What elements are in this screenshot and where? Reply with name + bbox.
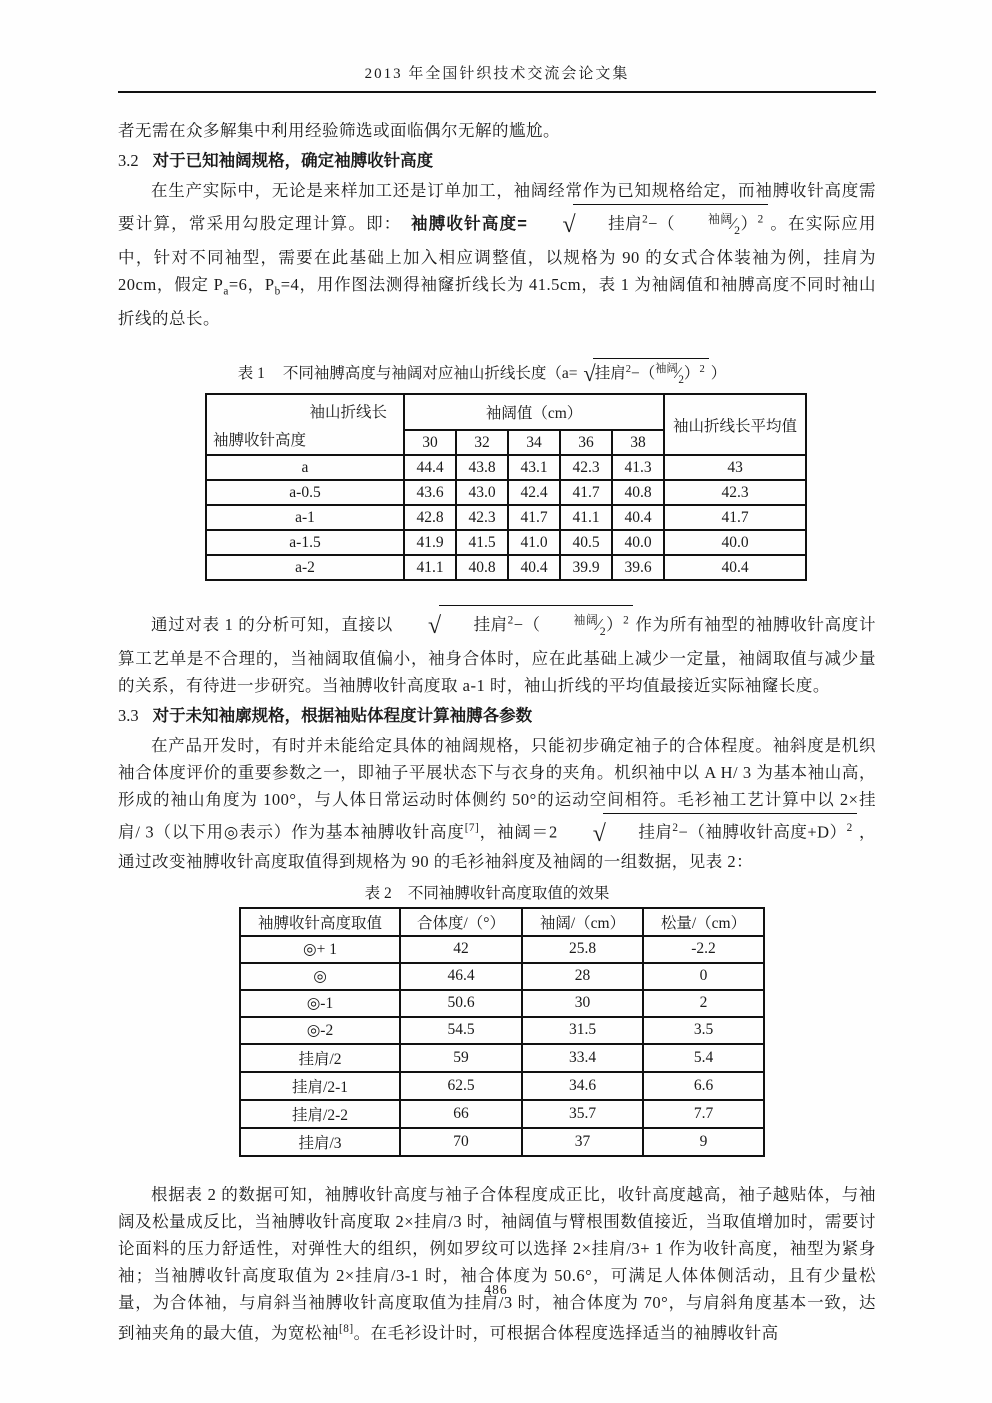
table1-caption-text: 不同袖膊高度与袖阔对应袖山折线长度（a= (282, 365, 582, 383)
table1-col-header: 32 (456, 430, 508, 455)
fraction-numerator: 袖阔 (573, 613, 599, 628)
table-cell: 40.8 (456, 555, 508, 580)
formula-exponent: 2 (625, 364, 632, 376)
table1-caption (118, 358, 876, 387)
paragraph-text: 者无需在众多解集中利用经验筛选或面临偶尔无解的尴尬。 (118, 121, 560, 140)
row-label-cell: ◎-1 (240, 990, 400, 1017)
fraction-denominator: 2 (734, 223, 741, 237)
formula-exponent: 2 (757, 213, 764, 226)
table-cell: 62.5 (400, 1072, 522, 1100)
table-cell: 59 (400, 1044, 522, 1072)
fraction-numerator: 袖阔 (655, 363, 678, 376)
table-cell: 43.6 (404, 480, 456, 505)
table-cell: 40.5 (560, 530, 612, 555)
table-cell: 42 (400, 936, 522, 963)
formula-exponent: 2 (507, 614, 514, 627)
table-cell: 37 (522, 1128, 643, 1156)
section-number: 3.2 (118, 151, 139, 170)
table1-body (206, 455, 806, 580)
table2-caption-label: 表 2 (364, 884, 392, 902)
section-32-paragraph (118, 177, 876, 332)
header-rule (118, 91, 876, 93)
table1-group-header: 袖阔值（cm） (404, 394, 664, 430)
table-cell: 41.3 (612, 455, 664, 480)
page-content (118, 62, 876, 1346)
table-cell: 6.6 (643, 1072, 764, 1100)
table-cell: 30 (522, 990, 643, 1017)
formula-exponent: 2 (672, 822, 679, 835)
sqrt-expression (529, 204, 767, 244)
row-average-cell: 43 (664, 455, 806, 480)
table2-col-header: 袖阔/（cm） (522, 908, 643, 936)
paragraph-text: =4，用作图法测得袖窿折线长为 41.5cm，表 1 为袖阔值和袖膊高度不同时袖山折线的总长。 (118, 275, 876, 329)
paragraph-text: ，袖阔＝2 (479, 822, 558, 842)
formula-base: 挂肩 (594, 365, 626, 383)
row-label-cell: 挂肩/2 (240, 1044, 400, 1072)
table-row (206, 530, 806, 555)
table-cell: 66 (400, 1100, 522, 1128)
table-row (206, 505, 806, 530)
table-cell: 39.6 (612, 555, 664, 580)
radical-sign-icon: √ (592, 820, 607, 847)
conclusion-paragraph (118, 1181, 876, 1347)
table-row (240, 1017, 764, 1044)
table2-body (240, 936, 764, 1156)
radical-sign-icon: √ (562, 212, 577, 238)
table2-header-row (240, 908, 764, 936)
table-cell: 41.0 (508, 530, 560, 555)
section-33-heading (118, 702, 876, 730)
running-head: 2013 年全国针织技术交流会论文集 (364, 66, 630, 82)
fraction-numerator: 袖阔 (707, 212, 733, 226)
formula-close: ） (740, 214, 758, 233)
row-label-cell: a-2 (206, 555, 404, 580)
formula-close: ） (683, 365, 700, 383)
page-number: 486 (484, 1282, 508, 1297)
table-cell: 43.1 (508, 455, 560, 480)
table-row (206, 555, 806, 580)
table-cell: 41.7 (508, 505, 560, 530)
table1 (205, 393, 807, 581)
section-33-paragraph (118, 732, 876, 875)
fraction (541, 607, 607, 645)
table-row (240, 990, 764, 1017)
sqrt-expression (583, 358, 708, 387)
formula-close: ） (829, 822, 847, 842)
fraction-denominator: 2 (678, 374, 684, 387)
formula-exponent: 2 (846, 822, 853, 835)
subscript-b: b (274, 285, 281, 298)
row-label-cell: 挂肩/3 (240, 1128, 400, 1156)
section-title: 对于已知袖阔规格，确定袖膊收针高度 (152, 152, 434, 170)
table-cell: 33.4 (522, 1044, 643, 1072)
section-number: 3.3 (118, 706, 139, 726)
row-average-cell: 40.0 (664, 530, 806, 555)
table-row (240, 1072, 764, 1100)
table-row (240, 936, 764, 963)
paragraph-text: 。在毛衫设计时，可根据合体程度选择适当的袖膊收针高 (353, 1323, 779, 1343)
row-label-cell: a-0.5 (206, 480, 404, 505)
table1-corner-cell (206, 394, 404, 455)
row-label-cell: 挂肩/2-2 (240, 1100, 400, 1128)
table1-group-header-row (206, 394, 806, 430)
formula-base: 挂肩 (608, 214, 643, 233)
table-cell: -2.2 (643, 936, 764, 963)
table-cell: 2 (643, 990, 764, 1017)
table-cell: 39.9 (560, 555, 612, 580)
formula-operator: −（ (648, 214, 675, 233)
table-cell: 42.8 (404, 505, 456, 530)
table2-col-header: 合体度/（°） (400, 908, 522, 936)
table-cell: 42.3 (456, 505, 508, 530)
fraction-slash: ⁄ (597, 615, 601, 635)
formula-exponent: 2 (623, 614, 630, 627)
fraction-denominator: 2 (599, 624, 607, 639)
row-label-cell: ◎+ 1 (240, 936, 400, 963)
table-cell: 41.7 (560, 480, 612, 505)
table-cell: 42.4 (508, 480, 560, 505)
table1-caption-label: 表 1 (237, 365, 265, 383)
table-cell: 41.1 (404, 555, 456, 580)
table1-col-header: 30 (404, 430, 456, 455)
formula-operator: −（ (631, 365, 656, 383)
formula-lhs: 袖膊收针高度= (410, 215, 528, 233)
fraction (655, 360, 684, 386)
paragraph-text: 。在实际应用中，针对不同袖型，需要在此基础上加入相应调整值，以规格为 90 的女式合体装袖为例，挂肩为 20cm，假定 P (118, 214, 877, 294)
row-average-cell: 40.4 (664, 555, 806, 580)
reference-7: [7] (464, 822, 480, 835)
paragraph-text: 作为所有袖型的袖膊收针高度计算工艺单是不合理的，当袖阔取值偏小，袖身合体时，应在此基础上减少一定量，袖阔取值与减少量的关系，有待进一步研究。当袖膊收针高度取 a-1 时，袖山折线的平均值最接近实际袖窿长度。 (118, 615, 877, 696)
table-row (240, 1100, 764, 1128)
row-label-cell: ◎ (240, 963, 400, 990)
table-cell: 40.0 (612, 530, 664, 555)
sqrt-expression (560, 813, 857, 848)
formula-base: 挂肩 (473, 615, 508, 635)
formula-base: 挂肩 (638, 822, 673, 842)
table-cell: 3.5 (643, 1017, 764, 1044)
row-label-cell: a-1.5 (206, 530, 404, 555)
formula-operator: −（ (678, 822, 706, 842)
paragraph-text: 在生产实际中，无论是来样加工还是订单加工，袖阔经常作为已知规格给定，而袖膊收针高度需要计算，常采用勾股定理计算。即： (118, 181, 876, 233)
table1-col-header: 38 (612, 430, 664, 455)
reference-8: [8] (339, 1322, 354, 1335)
table-cell: 40.4 (612, 505, 664, 530)
paragraph-text: =6，P (228, 275, 275, 294)
row-average-cell: 41.7 (664, 505, 806, 530)
table-cell: 5.4 (643, 1044, 764, 1072)
table-cell: 41.9 (404, 530, 456, 555)
table-cell: 34.6 (522, 1072, 643, 1100)
row-label-cell: 挂肩/2-1 (240, 1072, 400, 1100)
table2-caption-text: 不同袖膊收针高度取值的效果 (407, 884, 610, 902)
formula-inner: 袖膊收针高度+D (705, 822, 830, 842)
table-cell: 9 (643, 1128, 764, 1156)
table-cell: 40.4 (508, 555, 560, 580)
row-label-cell: a-1 (206, 505, 404, 530)
radical-sign-icon: √ (583, 361, 596, 387)
fraction-slash: ⁄ (731, 214, 736, 233)
table-cell: 28 (522, 963, 643, 990)
table-cell: 70 (400, 1128, 522, 1156)
row-label-cell: ◎-2 (240, 1017, 400, 1044)
paragraph-text: 在产品开发时，有时并未能给定具体的袖阔规格，只能初步确定袖子的合体程度。袖斜度是机织袖合体度评价的重要参数之一，即袖子平展状态下与衣身的夹角。机织袖中以 A H/ 3 为基本袖山高，形成的袖山角度为 100°，与人体日常运动时体侧约 50°的运动空间相符。毛衫袖工艺计算中以 2×挂肩/ 3（以下用◎表示）作为基本袖膊收针高度 (118, 736, 876, 842)
row-label-cell: a (206, 455, 404, 480)
formula-operator: −（ (513, 615, 541, 635)
paragraph-text: ，通过改变袖膊收针高度取值得到规格为 90 的毛衫袖斜度及袖阔的一组数据，见表 2： (118, 822, 877, 871)
section-32-heading (118, 147, 876, 175)
row-average-cell: 42.3 (664, 480, 806, 505)
table2-caption (118, 881, 876, 903)
table-cell: 44.4 (404, 455, 456, 480)
table1-caption-close: ） (710, 365, 727, 383)
table-cell: 35.7 (522, 1100, 643, 1128)
paragraph-text: 根据表 2 的数据可知，袖膊收针高度与袖子合体程度成正比，收针高度越高，袖子越贴体，与袖阔及松量成反比，当袖膊收针高度取 2×挂肩/3 时，袖阔值与臂根围数值接近，当取值增加时，需要讨论面料的压力舒适性，对弹性大的组织，例如罗纹可以选择 2×挂肩/3+ 1 作为收针高度，袖型为紧身袖；当袖膊收针高度取值为 2×挂肩/3-1 时，袖合体度为 50.6°，可满足人体体侧活动，且有少量松量，为合体袖，与肩斜当袖膊收针高度取值为挂肩/3 时，袖合体度为 70°，与肩斜角度基本一致，达到袖夹角的最大值，为宽松袖 (118, 1184, 876, 1343)
formula-exponent: 2 (642, 213, 649, 226)
corner-label-bottom: 袖膊收针高度 (213, 431, 307, 449)
table-cell: 54.5 (400, 1017, 522, 1044)
table2-col-header: 袖膊收针高度取值 (240, 908, 400, 936)
corner-label-top: 袖山折线长 (309, 403, 387, 421)
table-row (240, 1128, 764, 1156)
subscript-a: a (223, 285, 229, 298)
table-row (206, 480, 806, 505)
table-cell: 7.7 (643, 1100, 764, 1128)
intro-tail-paragraph (118, 117, 876, 144)
table-cell: 46.4 (400, 963, 522, 990)
table2 (239, 907, 765, 1157)
table-cell: 0 (643, 963, 764, 990)
table-cell: 43.8 (456, 455, 508, 480)
fraction (675, 206, 741, 244)
table-cell: 41.5 (456, 530, 508, 555)
table1-avg-header: 袖山折线长平均值 (664, 394, 806, 455)
radical-sign-icon: √ (427, 613, 442, 640)
table-cell: 31.5 (522, 1017, 643, 1044)
table-row (240, 1044, 764, 1072)
table1-col-header: 34 (508, 430, 560, 455)
sqrt-expression (395, 605, 633, 645)
table-cell: 42.3 (560, 455, 612, 480)
paragraph-text: 通过对表 1 的分析可知，直接以 (151, 615, 393, 635)
fraction-slash: ⁄ (676, 364, 680, 383)
analysis-paragraph (118, 605, 876, 699)
table-cell: 25.8 (522, 936, 643, 963)
table-cell: 41.1 (560, 505, 612, 530)
table2-col-header: 松量/（cm） (643, 908, 764, 936)
table-row (240, 963, 764, 990)
formula-close: ） (606, 615, 624, 635)
formula-exponent: 2 (699, 364, 705, 376)
table-cell: 43.0 (456, 480, 508, 505)
table-row (206, 455, 806, 480)
table-cell: 40.8 (612, 480, 664, 505)
table-cell: 50.6 (400, 990, 522, 1017)
table1-col-header: 36 (560, 430, 612, 455)
section-title: 对于未知袖廓规格，根据袖贴体程度计算袖膊各参数 (152, 707, 533, 726)
